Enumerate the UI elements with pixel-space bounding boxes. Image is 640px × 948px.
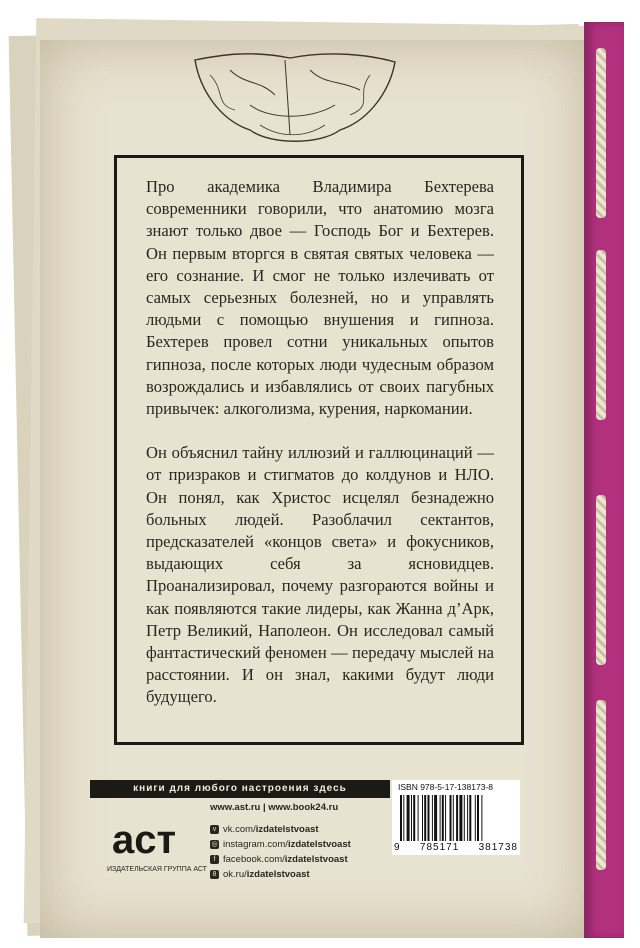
ok-icon: 8 [210, 870, 219, 879]
stitch-2 [596, 250, 606, 420]
barcode-bar [477, 795, 479, 841]
barcode-bar [418, 795, 419, 841]
barcode-bar [422, 795, 423, 841]
description-paragraph-2: Он объяснил тайну иллюзий и галлюцинаций — от призраков и стигматов до колдунов и НЛО. Он понял, как Христос исцелял безнадежно больных людей. Разоблачил сектантов, предсказателей «концов света» и фокусников, выдающих себя за ясновидцев. Проанализировал, почему разгораются войны и как появляются такие лидеры, как Жанна д’Арк, Петр Великий, Наполеон. Он исследовал самый фантастический феномен — передачу мыслей на расстоянии. И он знал, какими будут люди будущего. [146, 443, 494, 707]
barcode-bar [403, 795, 404, 841]
barcode-bar [475, 795, 476, 841]
barcode-bar [407, 795, 410, 841]
barcode-bar [459, 795, 462, 841]
barcode-digits [394, 842, 518, 853]
barcode-bar [469, 795, 471, 841]
barcode-bar [450, 795, 452, 841]
barcode-bar [413, 795, 415, 841]
isbn-barcode [398, 795, 516, 843]
stitch-1 [596, 48, 606, 218]
barcode-bar [432, 795, 433, 841]
stitch-3 [596, 495, 606, 665]
barcode-bar [453, 795, 454, 841]
instagram-icon: ◎ [211, 841, 218, 848]
barcode-bar [481, 795, 482, 841]
barcode-digit-group-1: 9 [394, 842, 401, 853]
barcode-bar [440, 795, 441, 841]
barcode-bar [411, 795, 412, 841]
vk-icon: v [210, 825, 219, 834]
social-link-ok[interactable]: 8 ok.ru/izdatelstvoast [210, 867, 351, 882]
barcode-bar [445, 795, 446, 841]
slogan-banner: книги для любого настроения здесь [90, 780, 390, 798]
barcode-bar [442, 795, 444, 841]
barcode-bar [467, 795, 468, 841]
barcode-digit-group-3: 381738 [478, 842, 518, 853]
barcode-bar [428, 795, 430, 841]
social-link-instagram[interactable]: ◎ instagram.com/izdatelstvoast [211, 839, 351, 850]
social-links [210, 822, 351, 882]
description-text [146, 176, 494, 731]
stitch-4 [596, 700, 606, 870]
description-paragraph-1: Про академика Владимира Бехтерева современники говорили, что анатомию мозга знают только двое — Господь Бог и Бехтерев. Он первым вторгся в святая святых человека — его сознание. И смог не только излечивать от самых серьезных болезней, но и управлять людьми с помощью внушения и гипноза. Бехтерев провел сотни уникальных опытов гипноза, после которых люди чудесным образом возрождались и избавлялись от своих пагубных привычек: алкоголизма, курения, наркомании. [146, 177, 494, 419]
publisher-name: ИЗДАТЕЛЬСКАЯ ГРУППА АСТ [107, 866, 207, 873]
brain-engraving-illustration [190, 50, 400, 150]
ast-logo [110, 805, 190, 865]
websites[interactable]: www.ast.ru | www.book24.ru [210, 802, 339, 813]
barcode-bar [424, 795, 426, 841]
social-link-facebook[interactable]: f facebook.com/izdatelstvoast [210, 852, 351, 867]
facebook-icon: f [210, 855, 219, 864]
barcode-bar [456, 795, 458, 841]
ast-logo-text: аст [112, 818, 177, 862]
barcode-digit-group-2: 785171 [419, 842, 460, 853]
barcode-bar [464, 795, 465, 841]
barcode-bar [400, 795, 402, 841]
isbn-label: ISBN 978-5-17-138173-8 [398, 782, 493, 792]
barcode-bar [434, 795, 437, 841]
social-link-vk[interactable]: v vk.com/izdatelstvoast [210, 822, 351, 837]
